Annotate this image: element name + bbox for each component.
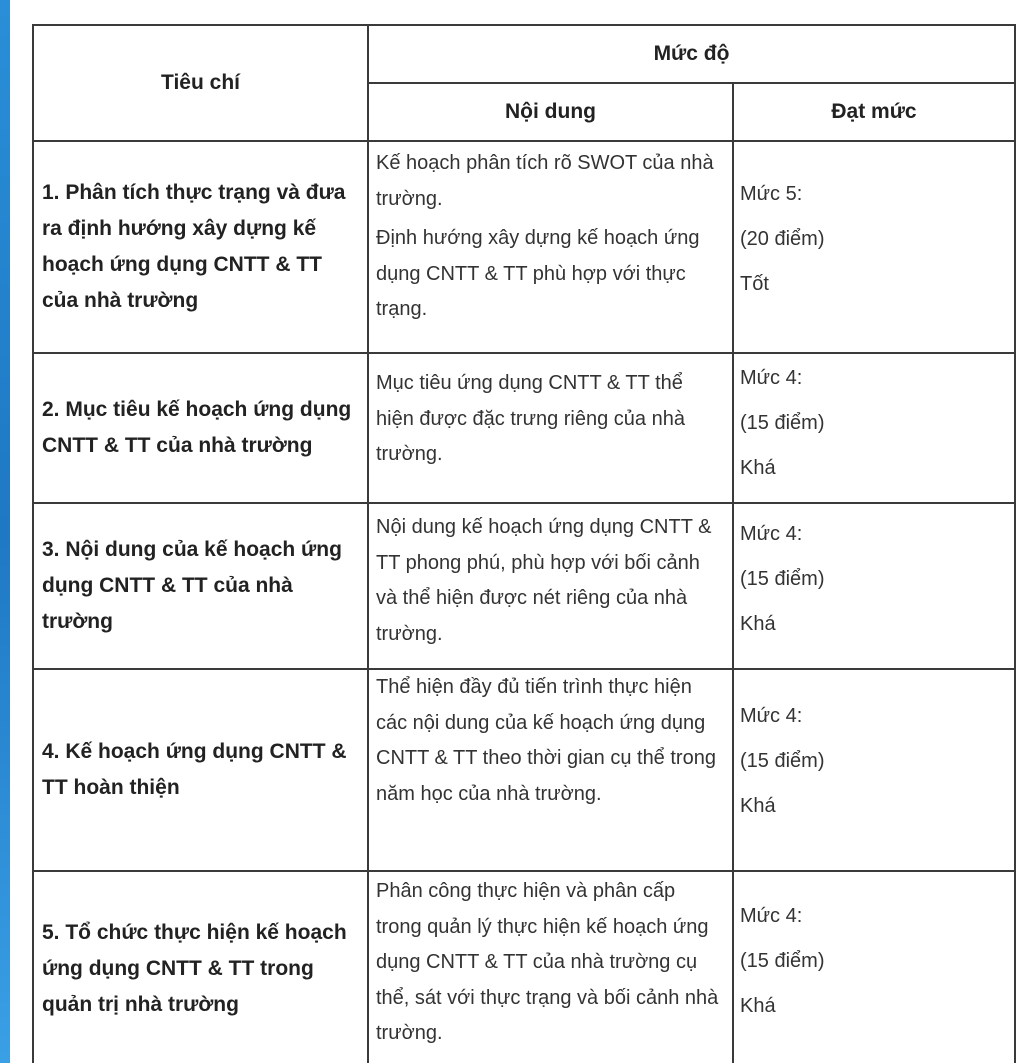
level-cell <box>733 669 1015 871</box>
header-achieved: Đạt mức <box>733 83 1015 141</box>
content-text: Thể hiện đầy đủ tiến trình thực hiện các nội dung của kế hoạch ứng dụng CNTT & TT theo thời gian cụ thể trong năm học của nhà trường. <box>376 676 716 805</box>
content-text: Định hướng xây dựng kế hoạch ứng dụng CNTT & TT phù hợp với thực trạng. <box>376 227 700 320</box>
table-row <box>33 141 1015 353</box>
level-points: (15 điểm) <box>740 950 825 972</box>
content-cell <box>368 141 733 353</box>
header-level-group: Mức độ <box>368 25 1015 83</box>
content-cell <box>368 669 733 871</box>
level-label: Mức 5: <box>740 183 803 205</box>
level-rating: Khá <box>740 795 776 817</box>
criterion-cell: 5. Tổ chức thực hiện kế hoạch ứng dụng CNTT & TT trong quản trị nhà trường <box>33 871 368 1063</box>
table-body <box>33 141 1015 1063</box>
criterion-cell: 1. Phân tích thực trạng và đưa ra định hướng xây dựng kế hoạch ứng dụng CNTT & TT của nhà trường <box>33 141 368 353</box>
level-points: (15 điểm) <box>740 568 825 590</box>
content-cell <box>368 871 733 1063</box>
header-content: Nội dung <box>368 83 733 141</box>
content-text: Kế hoạch phân tích rõ SWOT của nhà trường. <box>376 152 714 210</box>
content-text: Phân công thực hiện và phân cấp trong quản lý thực hiện kế hoạch ứng dụng CNTT & TT của nhà trường cụ thể, sát với thực trạng và bối cảnh nhà trường. <box>376 880 719 1044</box>
level-points: (15 điểm) <box>740 412 825 434</box>
level-label: Mức 4: <box>740 367 803 389</box>
level-cell <box>733 353 1015 503</box>
level-cell <box>733 503 1015 669</box>
header-row-top <box>33 25 1015 83</box>
level-rating: Khá <box>740 613 776 635</box>
level-cell <box>733 871 1015 1063</box>
left-edge-strip <box>0 0 10 1063</box>
content-cell <box>368 353 733 503</box>
level-label: Mức 4: <box>740 705 803 727</box>
table-row <box>33 871 1015 1063</box>
level-cell <box>733 141 1015 353</box>
level-points: (20 điểm) <box>740 228 825 250</box>
level-rating: Khá <box>740 995 776 1017</box>
level-label: Mức 4: <box>740 905 803 927</box>
evaluation-table <box>32 24 1016 1063</box>
content-text: Mục tiêu ứng dụng CNTT & TT thể hiện được đặc trưng riêng của nhà trường. <box>376 372 685 465</box>
criterion-cell: 4. Kế hoạch ứng dụng CNTT & TT hoàn thiện <box>33 669 368 871</box>
table-row <box>33 669 1015 871</box>
criterion-cell: 2. Mục tiêu kế hoạch ứng dụng CNTT & TT của nhà trường <box>33 353 368 503</box>
content-text: Nội dung kế hoạch ứng dụng CNTT & TT phong phú, phù hợp với bối cảnh và thể hiện được nét riêng của nhà trường. <box>376 516 712 645</box>
table-header <box>33 25 1015 141</box>
table-row <box>33 503 1015 669</box>
table-row <box>33 353 1015 503</box>
top-margin <box>10 0 1024 24</box>
level-rating: Khá <box>740 457 776 479</box>
level-label: Mức 4: <box>740 523 803 545</box>
criterion-cell: 3. Nội dung của kế hoạch ứng dụng CNTT & TT của nhà trường <box>33 503 368 669</box>
level-rating: Tốt <box>740 273 769 295</box>
content-cell <box>368 503 733 669</box>
level-points: (15 điểm) <box>740 750 825 772</box>
header-criteria: Tiêu chí <box>33 25 368 141</box>
